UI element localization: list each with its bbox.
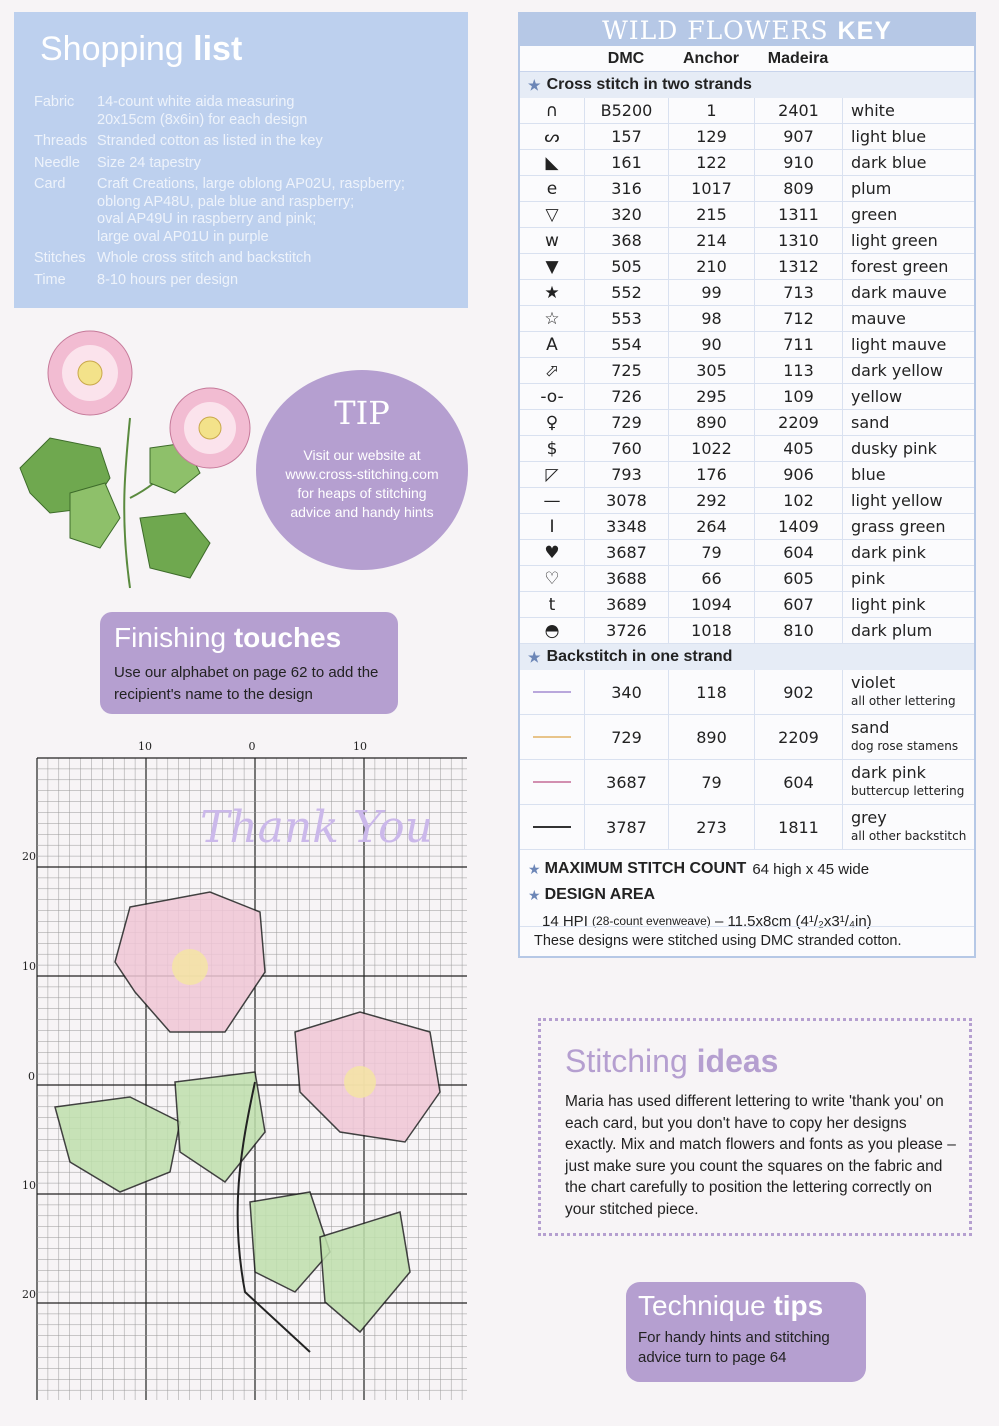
tip-title: TIP: [334, 394, 390, 432]
key-title: WILD FLOWERS KEY: [520, 14, 974, 46]
key-cell-anchor: 176: [668, 462, 754, 487]
stitch-symbol-icon: ▽: [545, 204, 559, 225]
shopping-list-panel: [14, 12, 468, 308]
shopping-value: 8-10 hours per design: [97, 271, 239, 288]
key-cell-anchor: 79: [668, 760, 754, 804]
key-cell-name: violet: [851, 673, 896, 692]
key-cell-name: sand: [851, 718, 890, 737]
stitch-symbol-icon: A: [546, 334, 558, 355]
key-cell-dmc: 552: [584, 280, 668, 305]
key-cell-madeira: 405: [754, 436, 842, 461]
key-cell-anchor: 264: [668, 514, 754, 539]
key-cell-madeira: 1811: [754, 805, 842, 849]
key-cell-name: dark mauve: [842, 280, 974, 305]
stitch-symbol-icon: ☆: [544, 308, 560, 329]
stitch-symbol-icon: ◣: [545, 152, 559, 173]
axis-left-label: 0: [28, 1070, 35, 1083]
header-dmc: DMC: [607, 50, 645, 67]
star-icon: ★: [528, 860, 541, 877]
key-row: [520, 150, 974, 176]
axis-top-label: 10: [353, 740, 367, 753]
tip-circle: [256, 370, 468, 570]
key-cell-anchor: 98: [668, 306, 754, 331]
key-cell-anchor: 1017: [668, 176, 754, 201]
stitch-symbol-icon: ♥: [544, 542, 560, 563]
axis-left-label: 20: [22, 850, 36, 863]
stitch-symbol-icon: e: [546, 178, 558, 199]
key-cell-madeira: 906: [754, 462, 842, 487]
key-cell-name: green: [842, 202, 974, 227]
key-cell-dmc: 3688: [584, 566, 668, 591]
key-row: [520, 358, 974, 384]
key-header-row: [520, 46, 974, 72]
key-cell-madeira: 604: [754, 540, 842, 565]
stitch-symbol-icon: ★: [544, 282, 560, 303]
technique-tips-title: Technique tips: [638, 1290, 824, 1321]
key-cell-name: blue: [842, 462, 974, 487]
key-cell-madeira: 902: [754, 670, 842, 714]
shopping-label: Fabric: [34, 94, 75, 110]
key-cell-madeira: 607: [754, 592, 842, 617]
key-cell-dmc: 729: [584, 715, 668, 759]
backstitch-swatch: [533, 691, 571, 693]
key-cell-madeira: 113: [754, 358, 842, 383]
key-cell-name: sand: [842, 410, 974, 435]
key-cell-name: light blue: [842, 124, 974, 149]
key-cell-dmc: 760: [584, 436, 668, 461]
key-row: [520, 618, 974, 644]
key-cell-name: light mauve: [842, 332, 974, 357]
key-cell-dmc: 3687: [584, 540, 668, 565]
key-cell-madeira: 2209: [754, 715, 842, 759]
key-cell-anchor: 129: [668, 124, 754, 149]
stitch-symbol-icon: ♀: [545, 412, 559, 433]
key-cell-anchor: 118: [668, 670, 754, 714]
stitch-symbol-icon: —: [543, 490, 561, 511]
key-row: [520, 514, 974, 540]
key-footer: ★ MAXIMUM STITCH COUNT 64 high x 45 wide ★ DESIGN AREA 14 HPI (28-count evenweave) – 11.5x8cm (4¹/₂x3¹/₄in): [528, 860, 872, 930]
key-cell-anchor: 1018: [668, 618, 754, 643]
chart-flower-icon: [115, 892, 440, 1142]
key-cell-anchor: 214: [668, 228, 754, 253]
shopping-list-rows: [34, 94, 464, 293]
key-row: [520, 566, 974, 592]
key-cell-anchor: 90: [668, 332, 754, 357]
key-cell-name: dark plum: [842, 618, 974, 643]
key-row: [520, 436, 974, 462]
key-cell-dmc: 161: [584, 150, 668, 175]
key-cell-dmc: 793: [584, 462, 668, 487]
key-cell-madeira: 711: [754, 332, 842, 357]
shopping-label: Stitches: [34, 250, 86, 266]
header-madeira: Madeira: [767, 50, 829, 67]
key-cell-anchor: 215: [668, 202, 754, 227]
star-icon: ★: [528, 648, 541, 665]
key-row: [520, 280, 974, 306]
key-row: [520, 176, 974, 202]
cross-stitch-chart: [10, 732, 480, 1412]
stitch-symbol-icon: I: [549, 516, 555, 537]
key-cell-anchor: 890: [668, 410, 754, 435]
key-row: [520, 228, 974, 254]
key-cell-name: light pink: [842, 592, 974, 617]
stitch-symbol-icon: ▼: [545, 256, 559, 277]
backstitch-swatch: [533, 826, 571, 828]
backstitch-swatch: [533, 736, 571, 738]
key-cell-dmc: 340: [584, 670, 668, 714]
key-cell-madeira: 605: [754, 566, 842, 591]
shopping-label: Needle: [34, 154, 80, 171]
key-cell-madeira: 1310: [754, 228, 842, 253]
key-row: [520, 488, 974, 514]
key-cell-madeira: 1312: [754, 254, 842, 279]
stitching-ideas-text: Maria has used different lettering to write 'thank you' on each card, but you don't have to copy her designs exactly. Mix and match flowers and fonts as you please – just make sure you count the squares on the fabric and the chart carefully to position the lettering correctly on your stitched piece.: [565, 1093, 956, 1218]
key-cell-anchor: 99: [668, 280, 754, 305]
key-cell-use: dog rose stamens: [851, 739, 959, 753]
key-cell-dmc: 3726: [584, 618, 668, 643]
key-row: [520, 410, 974, 436]
shopping-value: Craft Creations, large oblong AP02U, raspberry; oblong AP48U, pale blue and raspberry; oval AP49U in raspberry and pink; large oval AP01U in purple: [97, 176, 405, 245]
key-cell-name: forest green: [842, 254, 974, 279]
key-cell-name: dark pink: [842, 540, 974, 565]
key-cell-madeira: 2401: [754, 98, 842, 123]
key-note: These designs were stitched using DMC stranded cotton.: [520, 926, 974, 956]
shopping-value: Size 24 tapestry: [97, 154, 201, 171]
key-cell-use: all other backstitch: [851, 829, 967, 843]
key-cell-name: pink: [842, 566, 974, 591]
key-cell-madeira: 907: [754, 124, 842, 149]
shopping-list-title: Shopping list: [40, 30, 243, 68]
key-row: [520, 98, 974, 124]
star-icon: ★: [528, 886, 541, 903]
star-icon: ★: [528, 76, 541, 93]
technique-tips-box: [626, 1282, 866, 1382]
key-cell-name: mauve: [842, 306, 974, 331]
wild-flowers-key: [518, 12, 976, 958]
axis-left-label: 10: [22, 1179, 36, 1192]
dog-rose-illustration: [10, 318, 260, 598]
shopping-label: Threads: [34, 133, 88, 149]
stitch-symbol-icon: ᔕ: [544, 126, 560, 147]
header-anchor: Anchor: [683, 50, 739, 67]
key-cell-name: plum: [842, 176, 974, 201]
key-cell-madeira: 810: [754, 618, 842, 643]
key-cell-madeira: 1409: [754, 514, 842, 539]
shopping-label: Card: [34, 176, 66, 192]
key-row: [520, 462, 974, 488]
stitch-symbol-icon: -o-: [540, 386, 564, 407]
stitching-ideas-title: Stitching ideas: [565, 1043, 779, 1079]
key-cell-anchor: 295: [668, 384, 754, 409]
key-cell-madeira: 712: [754, 306, 842, 331]
axis-top-label: 10: [138, 740, 152, 753]
finishing-touches-text: Use our alphabet on page 62 to add the recipient's name to the design: [114, 664, 379, 703]
key-cell-anchor: 292: [668, 488, 754, 513]
stitching-ideas-box: [538, 1018, 972, 1236]
key-cell-name: yellow: [842, 384, 974, 409]
backstitch-row: [520, 805, 974, 850]
key-cell-name: white: [842, 98, 974, 123]
key-cell-madeira: 1311: [754, 202, 842, 227]
stitch-symbol-icon: ◓: [544, 620, 560, 641]
key-row: [520, 384, 974, 410]
key-row: [520, 540, 974, 566]
chart-lettering: Thank You: [200, 802, 433, 853]
key-cell-dmc: 3078: [584, 488, 668, 513]
key-cell-name: light yellow: [842, 488, 974, 513]
key-cell-dmc: 505: [584, 254, 668, 279]
key-cell-anchor: 273: [668, 805, 754, 849]
key-cell-dmc: 368: [584, 228, 668, 253]
key-cell-dmc: 157: [584, 124, 668, 149]
backstitch-row: [520, 670, 974, 715]
key-row: [520, 202, 974, 228]
key-row: [520, 306, 974, 332]
key-cell-name: dark blue: [842, 150, 974, 175]
shopping-value: 14-count white aida measuring 20x15cm (8x6in) for each design: [97, 94, 308, 128]
key-cell-dmc: 320: [584, 202, 668, 227]
stitch-symbol-icon: ◸: [545, 464, 559, 485]
shopping-list-row: [34, 176, 464, 246]
key-cell-dmc: 3687: [584, 760, 668, 804]
shopping-label: Time: [34, 271, 66, 288]
stitch-symbol-icon: t: [548, 594, 556, 615]
key-cell-anchor: 122: [668, 150, 754, 175]
stitch-symbol-icon: w: [545, 230, 559, 251]
backstitch-row: [520, 715, 974, 760]
key-row: [520, 332, 974, 358]
key-cell-dmc: B5200: [584, 98, 668, 123]
key-cell-madeira: 102: [754, 488, 842, 513]
stitch-symbol-icon: ∩: [545, 100, 559, 121]
technique-tips-text: For handy hints and stitching advice turn to page 64: [638, 1329, 830, 1366]
key-cell-name: light green: [842, 228, 974, 253]
finishing-touches-title: Finishing touches: [114, 622, 342, 653]
key-cell-name: grey: [851, 808, 887, 827]
key-cell-anchor: 1: [668, 98, 754, 123]
shopping-list-row: [34, 272, 464, 290]
key-cell-dmc: 3787: [584, 805, 668, 849]
key-cell-dmc: 3348: [584, 514, 668, 539]
key-cell-name: grass green: [842, 514, 974, 539]
shopping-list-row: [34, 94, 464, 129]
axis-left-label: 20: [22, 1288, 36, 1301]
stitch-symbol-icon: ♡: [544, 568, 560, 589]
key-cell-madeira: 713: [754, 280, 842, 305]
key-cell-madeira: 809: [754, 176, 842, 201]
key-cell-dmc: 554: [584, 332, 668, 357]
key-cell-dmc: 726: [584, 384, 668, 409]
backstitch-rows: [520, 670, 974, 850]
key-cell-dmc: 3689: [584, 592, 668, 617]
shopping-value: Whole cross stitch and backstitch: [97, 250, 312, 266]
shopping-list-row: [34, 133, 464, 151]
stitch-symbol-icon: ⬀: [544, 360, 560, 381]
finishing-touches-box: [100, 612, 398, 714]
key-cell-anchor: 79: [668, 540, 754, 565]
key-cell-madeira: 109: [754, 384, 842, 409]
key-cell-anchor: 1094: [668, 592, 754, 617]
backstitch-row: [520, 760, 974, 805]
leaf-icon: [20, 438, 210, 578]
key-cell-anchor: 66: [668, 566, 754, 591]
key-cell-dmc: 729: [584, 410, 668, 435]
key-cell-dmc: 316: [584, 176, 668, 201]
key-cell-name: dusky pink: [842, 436, 974, 461]
key-row: [520, 592, 974, 618]
key-cell-use: buttercup lettering: [851, 784, 965, 798]
key-cell-use: all other lettering: [851, 694, 956, 708]
key-cell-anchor: 210: [668, 254, 754, 279]
key-cell-name: dark pink: [851, 763, 926, 782]
key-row: [520, 124, 974, 150]
key-cell-name: dark yellow: [842, 358, 974, 383]
key-cell-dmc: 553: [584, 306, 668, 331]
key-rows: [520, 98, 974, 644]
axis-top-label: 0: [248, 740, 256, 753]
tip-text: Visit our website at www.cross-stitching.com for heaps of stitching advice and handy hints: [285, 447, 439, 520]
key-cell-dmc: 725: [584, 358, 668, 383]
backstitch-swatch: [533, 781, 571, 783]
stitch-symbol-icon: $: [546, 438, 558, 459]
section-cross-stitch: ★ Cross stitch in two strands: [520, 72, 974, 98]
key-cell-anchor: 1022: [668, 436, 754, 461]
shopping-list-row: [34, 250, 464, 268]
shopping-value: Stranded cotton as listed in the key: [97, 133, 323, 149]
key-row: [520, 254, 974, 280]
key-cell-madeira: 910: [754, 150, 842, 175]
key-cell-madeira: 2209: [754, 410, 842, 435]
axis-left-label: 10: [22, 960, 36, 973]
key-cell-madeira: 604: [754, 760, 842, 804]
shopping-list-row: [34, 155, 464, 173]
key-cell-anchor: 890: [668, 715, 754, 759]
key-cell-anchor: 305: [668, 358, 754, 383]
section-backstitch: ★ Backstitch in one strand: [520, 644, 974, 670]
